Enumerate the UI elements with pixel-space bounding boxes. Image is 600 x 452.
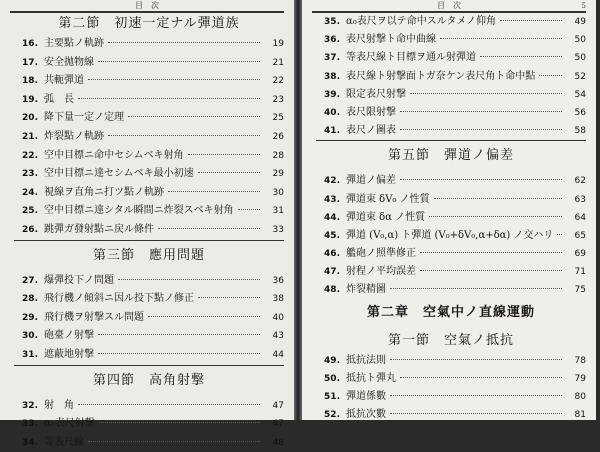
entry-title: 空中目標ニ命中セシムベキ射角 [44, 149, 184, 161]
entry-title: 遮蔽地射撃 [44, 348, 94, 360]
entry-title: α₀表尺ヲ以テ命中スルタメノ仰角 [346, 16, 497, 27]
dot-leader [98, 353, 260, 354]
entry-page-number: 52 [574, 71, 586, 82]
entry-title: 砲臺ノ射撃 [44, 330, 94, 342]
entry-page-number: 25 [272, 113, 284, 124]
toc-entry[interactable] [316, 370, 586, 388]
entry-page-number: 79 [574, 373, 586, 384]
dot-leader [390, 288, 562, 289]
toc-entry[interactable] [316, 209, 586, 227]
entry-title: 空中目標ニ達セシムベキ最小初速 [44, 168, 194, 180]
entry-number: 51. [324, 392, 340, 402]
entry-number: 46. [324, 249, 340, 260]
entry-number: 21. [22, 131, 38, 142]
toc-entry[interactable] [316, 31, 586, 49]
dot-leader [390, 395, 562, 396]
entry-title: 抵抗法則 [346, 354, 386, 366]
entry-page-number: 36 [272, 275, 284, 286]
toc-entry[interactable] [316, 245, 586, 263]
entry-page-number: 47 [272, 419, 284, 430]
dot-leader [429, 216, 562, 217]
entry-title: 炸裂精圖 [346, 284, 386, 296]
entry-page-number: 30 [272, 187, 284, 198]
dot-leader [98, 334, 260, 335]
toc-entry[interactable] [14, 415, 284, 434]
dot-leader [88, 441, 260, 442]
entry-number: 19. [22, 94, 38, 105]
toc-entry[interactable] [14, 434, 284, 452]
entry-number: 39. [324, 89, 340, 100]
dot-leader [557, 234, 562, 235]
entry-page-number: 28 [272, 150, 284, 161]
entry-number: 43. [324, 194, 340, 205]
entry-title: 彈道ノ偏差 [346, 175, 396, 187]
entry-number: 28. [22, 294, 38, 305]
dot-leader [390, 413, 562, 414]
entry-number: 22. [22, 150, 38, 161]
entry-title: 視線ヲ直角ニ打ツ點ノ軌跡 [44, 186, 164, 198]
dot-leader [198, 172, 260, 173]
toc-entry[interactable] [316, 172, 586, 190]
entry-page-number: 65 [574, 230, 586, 241]
entry-title: 彈道係數 [346, 391, 386, 402]
toc-entry[interactable] [14, 202, 284, 221]
dot-leader [420, 270, 562, 271]
entry-title: 飛行機ヲ射撃スル問題 [44, 311, 144, 323]
toc-entry[interactable] [14, 91, 284, 110]
toc-entry[interactable] [316, 191, 586, 209]
dot-leader [168, 191, 260, 192]
toc-entry[interactable] [316, 388, 586, 406]
entry-page-number: 38 [272, 294, 284, 305]
entry-page-number: 19 [272, 39, 284, 49]
dot-leader [500, 20, 562, 21]
running-head-text: 目 次 [437, 1, 461, 10]
entry-page-number: 26 [272, 131, 284, 142]
dot-leader [480, 56, 562, 57]
entry-page-number: 71 [574, 267, 586, 278]
entry-number: 41. [324, 126, 340, 137]
dot-leader [400, 377, 562, 378]
entry-title: 等表尺線 [44, 436, 84, 448]
running-head [10, 2, 284, 13]
toc-entry[interactable] [14, 54, 284, 73]
entry-page-number: 23 [272, 94, 284, 105]
toc-entry[interactable] [316, 49, 586, 67]
dot-leader [440, 38, 562, 39]
dot-leader [420, 252, 562, 253]
entry-number: 24. [22, 187, 38, 198]
entry-number: 27. [22, 275, 38, 286]
dot-leader [410, 93, 562, 94]
entry-title: 安全拋物線 [44, 56, 94, 68]
entry-title: 炸裂點ノ軌跡 [44, 130, 104, 142]
right-page [302, 0, 596, 420]
entry-page-number: 22 [272, 76, 284, 87]
entry-page-number: 62 [574, 176, 586, 187]
toc-entry[interactable] [14, 72, 284, 91]
entry-page-number: 49 [574, 17, 586, 27]
entry-page-number: 75 [574, 285, 586, 296]
entry-number: 32. [22, 400, 38, 411]
left-toc [14, 13, 284, 452]
dot-leader [148, 316, 260, 317]
section-heading: 第一節 空氣ノ抵抗 [387, 332, 514, 348]
entry-page-number: 31 [272, 206, 284, 217]
dot-leader [98, 61, 260, 62]
dot-leader [400, 111, 562, 112]
entry-number: 35. [324, 17, 340, 27]
toc-entry[interactable] [14, 221, 284, 240]
dot-leader [78, 98, 260, 99]
entry-number: 23. [22, 169, 38, 180]
toc-entry[interactable] [14, 184, 284, 203]
dot-leader [434, 198, 562, 199]
entry-number: 49. [324, 355, 340, 366]
dot-leader [108, 42, 260, 43]
entry-number: 30. [22, 331, 38, 342]
toc-entry[interactable] [14, 128, 284, 147]
page-number: 5 [581, 2, 586, 10]
entry-number: 34. [22, 437, 38, 448]
entry-title: 抵抗ト彈丸 [346, 372, 396, 384]
dot-leader [108, 135, 260, 136]
left-page [0, 0, 294, 448]
entry-number: 50. [324, 373, 340, 384]
entry-number: 25. [22, 206, 38, 217]
dot-leader [158, 228, 260, 229]
toc-entry[interactable] [14, 346, 284, 365]
dot-leader [198, 297, 260, 298]
entry-number: 18. [22, 76, 38, 87]
entry-title: 降下量一定ノ定理 [44, 112, 124, 124]
toc-entry[interactable] [14, 309, 284, 328]
chapter-heading: 第二章 空氣中ノ直線運動 [366, 304, 535, 320]
entry-title: 跳彈ガ發射點ニ戻ル條件 [44, 223, 154, 235]
entry-page-number: 54 [574, 89, 586, 100]
entry-title: 射程ノ平均誤差 [346, 266, 416, 278]
dot-leader [78, 404, 260, 405]
entry-number: 45. [324, 230, 340, 241]
toc-entry[interactable] [316, 122, 586, 140]
dot-leader [188, 154, 260, 155]
entry-page-number: 78 [574, 355, 586, 366]
entry-number: 37. [324, 53, 340, 64]
toc-entry[interactable] [14, 35, 284, 54]
entry-page-number: 56 [574, 107, 586, 118]
entry-title: 爆彈投下ノ問題 [44, 274, 114, 286]
entry-page-number: 40 [272, 312, 284, 323]
entry-page-number: 58 [574, 126, 586, 137]
toc-entry[interactable] [14, 165, 284, 184]
entry-page-number: 29 [272, 169, 284, 180]
entry-page-number: 43 [272, 331, 284, 342]
entry-number: 26. [22, 224, 38, 235]
entry-title: 表尺射撃ト命中曲線 [346, 34, 436, 46]
toc-entry[interactable] [316, 13, 586, 31]
toc-entry[interactable] [316, 281, 586, 299]
book-gutter [294, 0, 302, 420]
section-heading: 第三節 應用問題 [14, 240, 284, 272]
entry-page-number: 50 [574, 53, 586, 64]
toc-entry[interactable] [316, 104, 586, 122]
entry-page-number: 80 [574, 392, 586, 402]
entry-page-number: 21 [272, 57, 284, 68]
entry-title: 表尺限射撃 [346, 106, 396, 118]
entry-page-number: 69 [574, 249, 586, 260]
entry-title: 彈道束 δα ノ性質 [346, 211, 426, 223]
toc-entry[interactable] [316, 227, 586, 245]
entry-number: 42. [324, 176, 340, 187]
entry-title: 彈道束 δV₀ ノ性質 [346, 193, 430, 205]
entry-title: 飛行機ノ傾斜ニ因ル投下點ノ修正 [44, 293, 194, 305]
entry-title: 等表尺線ト目標ヲ通ル射彈道 [346, 52, 476, 64]
entry-number: 44. [324, 212, 340, 223]
toc-entry[interactable] [316, 406, 586, 424]
entry-number: 29. [22, 312, 38, 323]
entry-number: 31. [22, 349, 38, 360]
right-toc [316, 13, 586, 424]
section-heading: 第四節 高角射撃 [14, 365, 284, 397]
dot-leader [390, 359, 562, 360]
entry-page-number: 44 [272, 349, 284, 360]
entry-number: 38. [324, 71, 340, 82]
entry-title: 表尺線ト射撃面トガ奈ケン表尺角ト命中點 [346, 70, 536, 82]
toc-entry[interactable] [316, 86, 586, 104]
toc-entry[interactable] [14, 147, 284, 166]
entry-title: 表尺ノ圖表 [346, 125, 396, 137]
entry-number: 16. [22, 39, 38, 49]
dot-leader [128, 116, 260, 117]
entry-number: 33. [22, 419, 38, 430]
entry-page-number: 47 [272, 400, 284, 411]
dot-leader [400, 179, 562, 180]
entry-title: 限定表尺射撃 [346, 88, 406, 100]
toc-entry[interactable] [14, 290, 284, 309]
entry-title: 抵抗次數 [346, 409, 386, 421]
entry-title: 空中目標ニ達シタル瞬間ニ炸裂スベキ射角 [44, 205, 234, 217]
entry-title: 主要點ノ軌跡 [44, 38, 104, 49]
entry-page-number: 81 [574, 410, 586, 421]
entry-page-number: 33 [272, 224, 284, 235]
entry-title: 弧 長 [44, 93, 74, 105]
dot-leader [238, 209, 260, 210]
toc-entry[interactable] [14, 272, 284, 291]
section-heading: 第二節 初速一定ナル彈道族 [58, 16, 240, 31]
entry-number: 47. [324, 267, 340, 278]
entry-page-number: 64 [574, 212, 586, 223]
dot-leader [539, 75, 562, 76]
dot-leader [99, 422, 260, 423]
entry-number: 17. [22, 57, 38, 68]
entry-number: 36. [324, 35, 340, 46]
entry-title: 艦砲ノ照準修正 [346, 248, 416, 260]
entry-title: 彈道 (V₀,α) ト彈道 (V₀+δV₀,α+δα) ノ交ハリ [346, 229, 554, 241]
entry-page-number: 63 [574, 194, 586, 205]
entry-page-number: 50 [574, 35, 586, 46]
entry-number: 52. [324, 410, 340, 421]
toc-entry[interactable] [14, 327, 284, 346]
entry-title: 射 角 [44, 399, 74, 411]
entry-number: 20. [22, 113, 38, 124]
section-heading: 第五節 彈道ノ偏差 [316, 140, 586, 172]
entry-number: 48. [324, 285, 340, 296]
toc-entry[interactable] [316, 352, 586, 370]
toc-entry[interactable] [316, 263, 586, 281]
dot-leader [400, 129, 562, 130]
entry-number: 40. [324, 107, 340, 118]
toc-entry[interactable] [14, 397, 284, 416]
dot-leader [88, 79, 260, 80]
entry-title: α₀表尺射撃 [44, 418, 95, 430]
toc-entry[interactable] [316, 68, 586, 86]
entry-title: 共軛彈道 [44, 75, 84, 87]
dot-leader [118, 279, 260, 280]
entry-page-number: 48 [272, 437, 284, 448]
toc-entry[interactable] [14, 109, 284, 128]
running-head-text: 目 次 [135, 1, 159, 10]
running-head [312, 2, 586, 13]
